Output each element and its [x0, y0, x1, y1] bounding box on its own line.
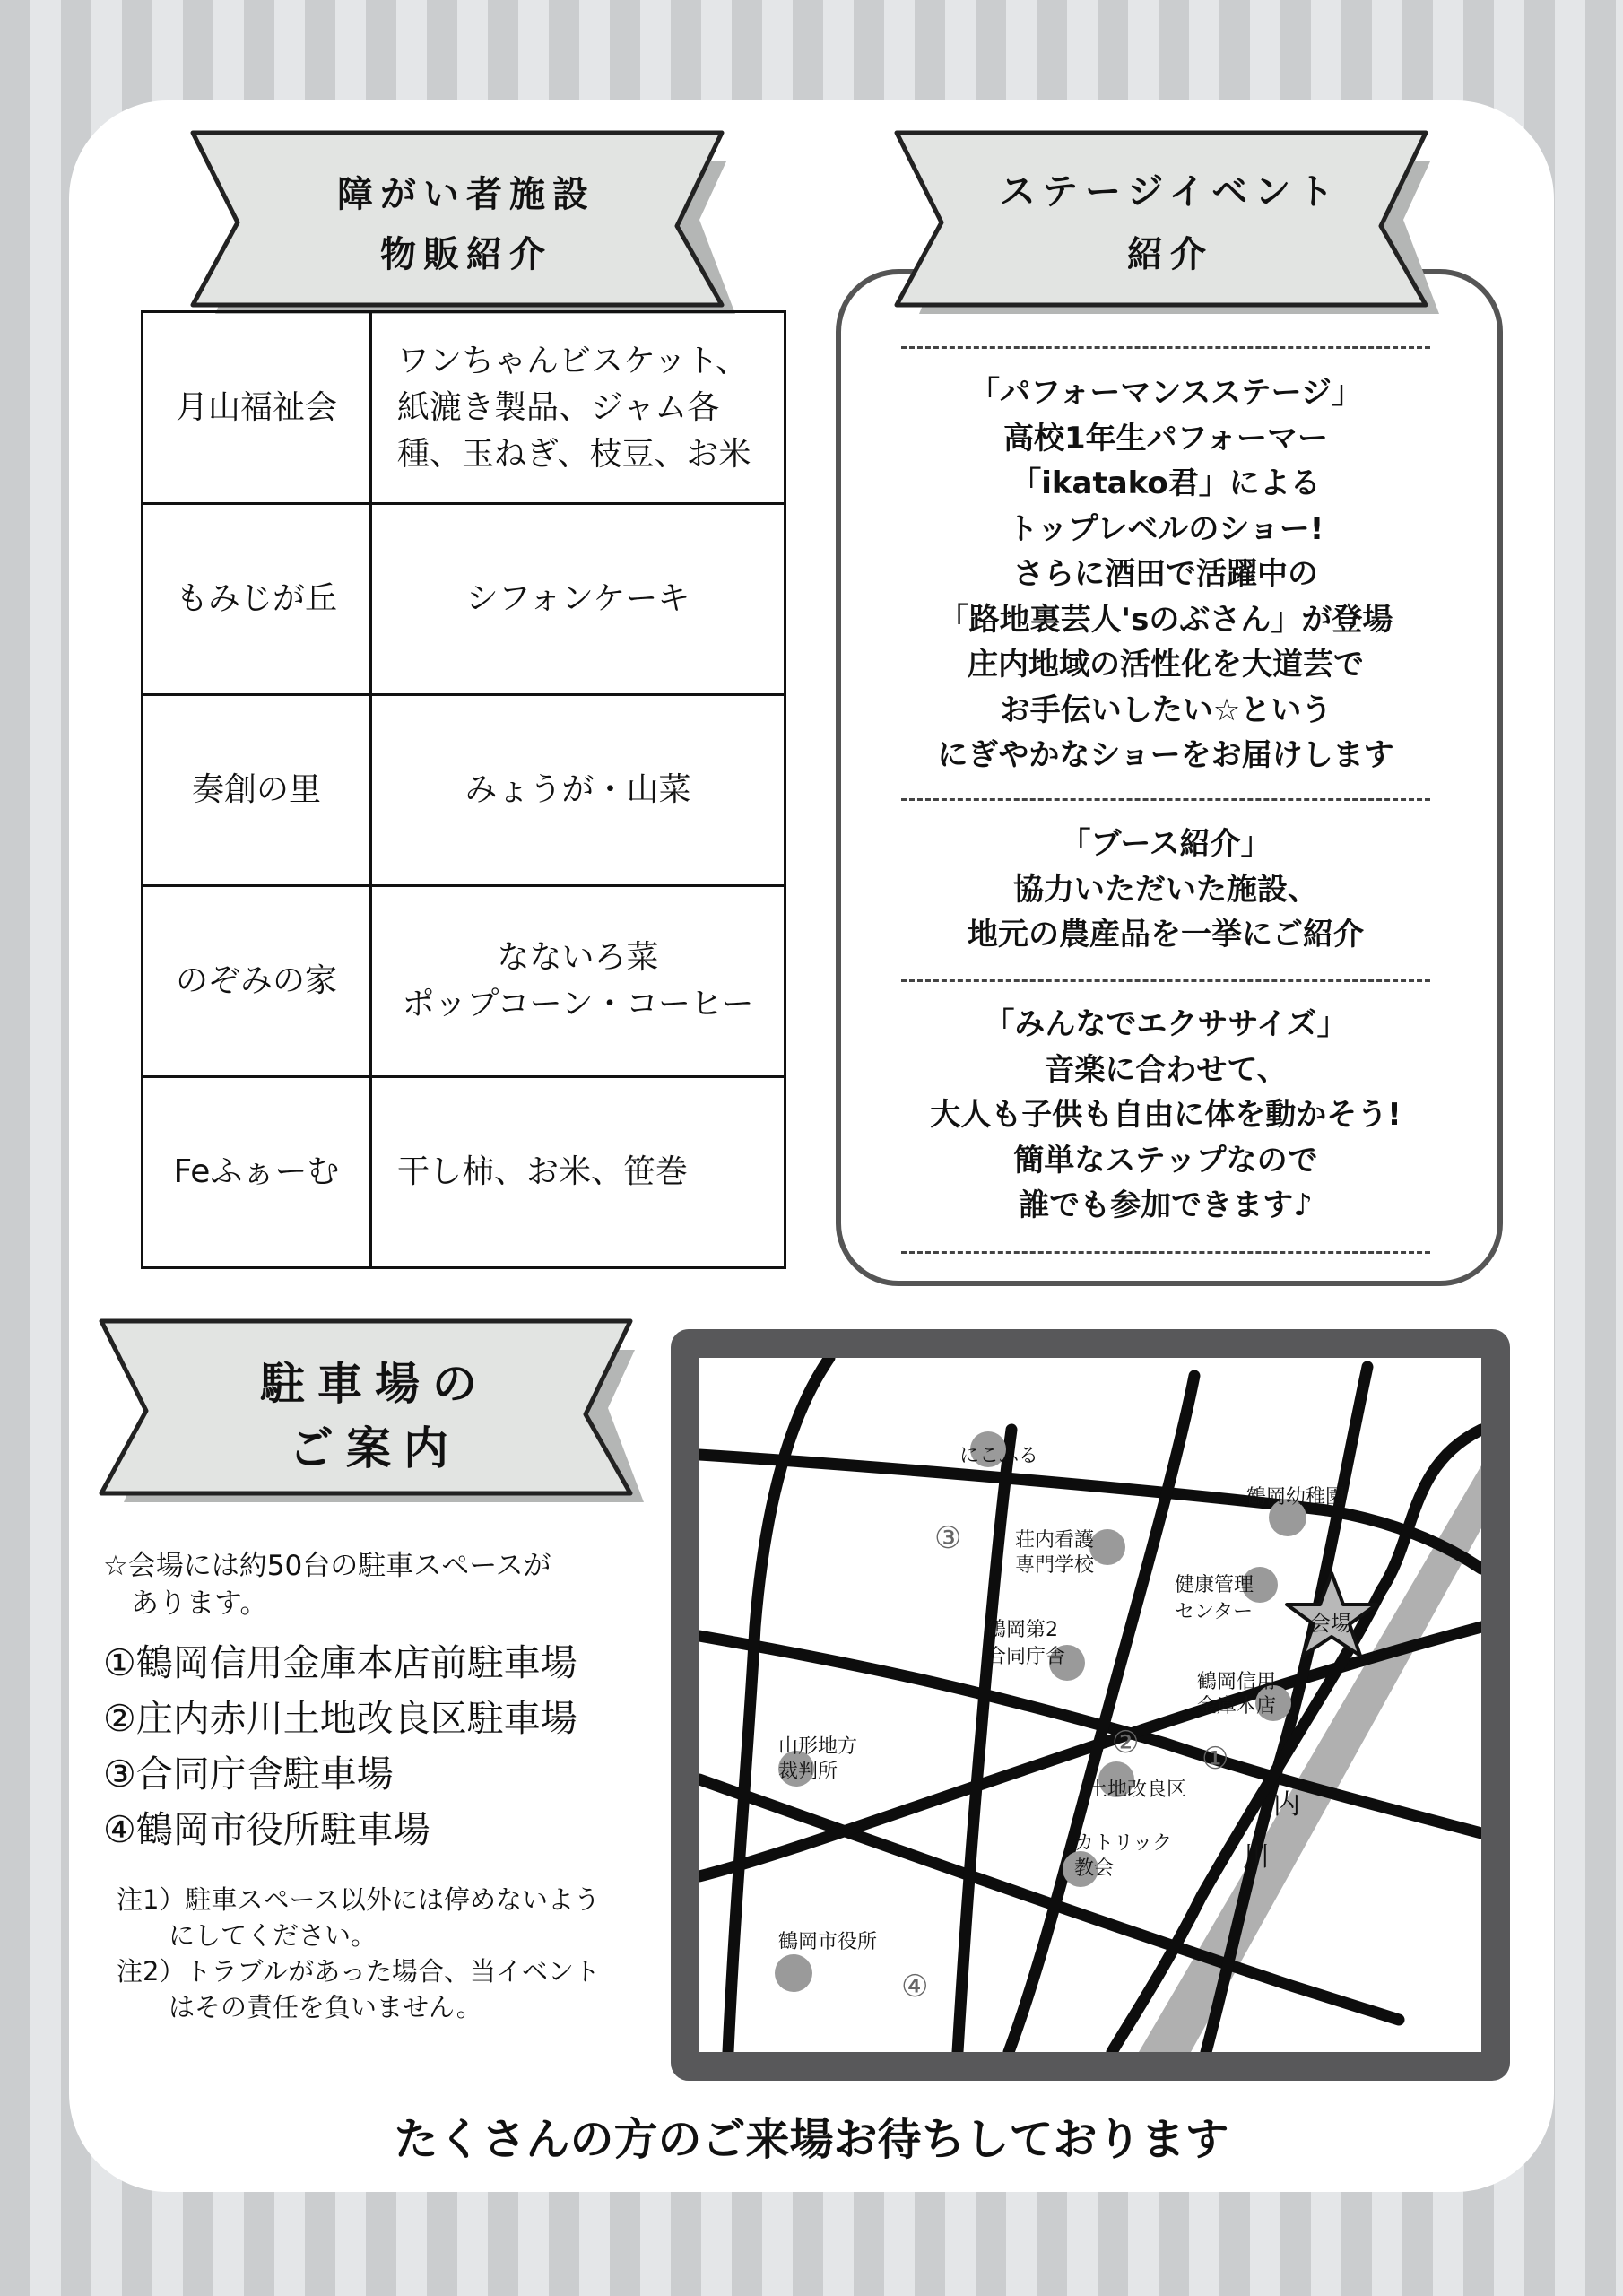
table-row	[143, 695, 785, 886]
map-label-church-1: カトリック	[1074, 1832, 1173, 1855]
map-label-nursing-2: 専門学校	[1015, 1554, 1095, 1577]
stage-heading	[892, 126, 1448, 327]
list-item: ②庄内赤川土地改良区駐車場	[103, 1697, 577, 1740]
facility-name: Feふぁーむ	[143, 1077, 371, 1268]
map-marker-4: ④	[901, 1969, 929, 2005]
map-label-bank-1: 鶴岡信用	[1197, 1671, 1277, 1693]
facility-goods: みょうが・山菜	[371, 695, 785, 886]
parking-notes: 注1）駐車スペース以外には停めないよう にしてください。 注2）トラブルがあった場合、当イベント はその責任を負いません。	[117, 1884, 601, 2022]
map-marker-2: ②	[1112, 1725, 1140, 1761]
facility-name: 奏創の里	[143, 695, 371, 886]
parking-heading-line1: 駐車場の	[260, 1358, 490, 1410]
facility-name: もみじが丘	[143, 504, 371, 695]
table-row	[143, 504, 785, 695]
stage-section-performance: 「パフォーマンスステージ」 高校1年生パフォーマー 「ikatako君」による トップレベルのショー! さらに酒田で活躍中の 「路地裏芸人'sのぶさん」が登場 庄内地域の活性化を大道芸で お手伝いしたい☆という にぎやかなショーをお届けします	[937, 375, 1394, 773]
facility-goods: なないろ菜 ポップコーン・コーヒー	[371, 886, 785, 1077]
list-item: ④鶴岡市役所駐車場	[103, 1808, 430, 1851]
stage-section-booth: 「ブース紹介」 協力いただいた施設、 地元の農産品を一挙にご紹介	[968, 826, 1364, 952]
map-label-court-1: 山形地方	[778, 1735, 858, 1758]
map-marker-3: ③	[934, 1520, 962, 1556]
footer-message: たくさんの方のご来場お待ちしております	[394, 2114, 1229, 2165]
parking-heading-line2: ご案内	[289, 1422, 461, 1474]
map-label-govt-1: 鶴岡第2	[986, 1619, 1058, 1641]
map-label-venue: 会場	[1309, 1611, 1352, 1636]
facility-goods: 干し柿、お米、笹巻	[371, 1077, 785, 1268]
divider	[901, 979, 1430, 982]
map-label-river-1: 内	[1273, 1789, 1300, 1821]
facility-name: のぞみの家	[143, 886, 371, 1077]
map-label-govt-2: 合同庁舎	[986, 1646, 1066, 1668]
facilities-heading-line2: 物販紹介	[380, 234, 552, 275]
map-marker-1: ①	[1202, 1741, 1229, 1777]
map-label-court-2: 裁判所	[778, 1761, 838, 1783]
map-label-river-2: 川	[1243, 1841, 1270, 1873]
stage-section-exercise: 「みんなでエクササイズ」 音楽に合わせて、 大人も子供も自由に体を動かそう! 簡単なステップなので 誰でも参加できます♪	[930, 1006, 1402, 1223]
map-label-health-1: 健康管理	[1175, 1574, 1254, 1596]
map-label-bank-2: 金庫本店	[1197, 1695, 1277, 1718]
facility-name: 月山福祉会	[143, 312, 371, 504]
facilities-heading-line1: 障がい者施設	[337, 174, 595, 215]
facility-goods: ワンちゃんビスケット、 紙漉き製品、ジャム各 種、玉ねぎ、枝豆、お米	[371, 312, 785, 504]
map-canvas	[699, 1358, 1481, 2052]
map-label-nikofuru: にこふる	[959, 1445, 1039, 1467]
map-label-health-2: センター	[1175, 1601, 1254, 1623]
divider	[901, 1251, 1430, 1254]
table-row	[143, 886, 785, 1077]
divider	[901, 346, 1430, 349]
map-label-cityhall: 鶴岡市役所	[778, 1931, 878, 1953]
facility-goods: シフォンケーキ	[371, 504, 785, 695]
facilities-table	[141, 310, 786, 1269]
parking-heading	[97, 1314, 653, 1516]
map-label-nursing-1: 荘内看護	[1015, 1529, 1095, 1552]
stage-heading-line1: ステージイベント	[999, 171, 1341, 213]
stage-heading-line2: 紹介	[1127, 234, 1213, 275]
parking-map	[671, 1329, 1510, 2081]
list-item: ③合同庁舎駐車場	[103, 1752, 394, 1796]
table-row	[143, 1077, 785, 1268]
map-label-church-2: 教会	[1074, 1857, 1115, 1880]
map-label-kindergarten: 鶴岡幼稚園	[1246, 1486, 1346, 1509]
divider	[901, 798, 1430, 801]
parking-list	[103, 1635, 577, 1857]
facilities-heading	[188, 126, 744, 327]
table-row	[143, 312, 785, 504]
map-label-land: 土地改良区	[1088, 1779, 1187, 1801]
list-item: ①鶴岡信用金庫本店前駐車場	[103, 1641, 577, 1684]
parking-intro: ☆会場には約50台の駐車スペースが あります。	[103, 1550, 551, 1620]
